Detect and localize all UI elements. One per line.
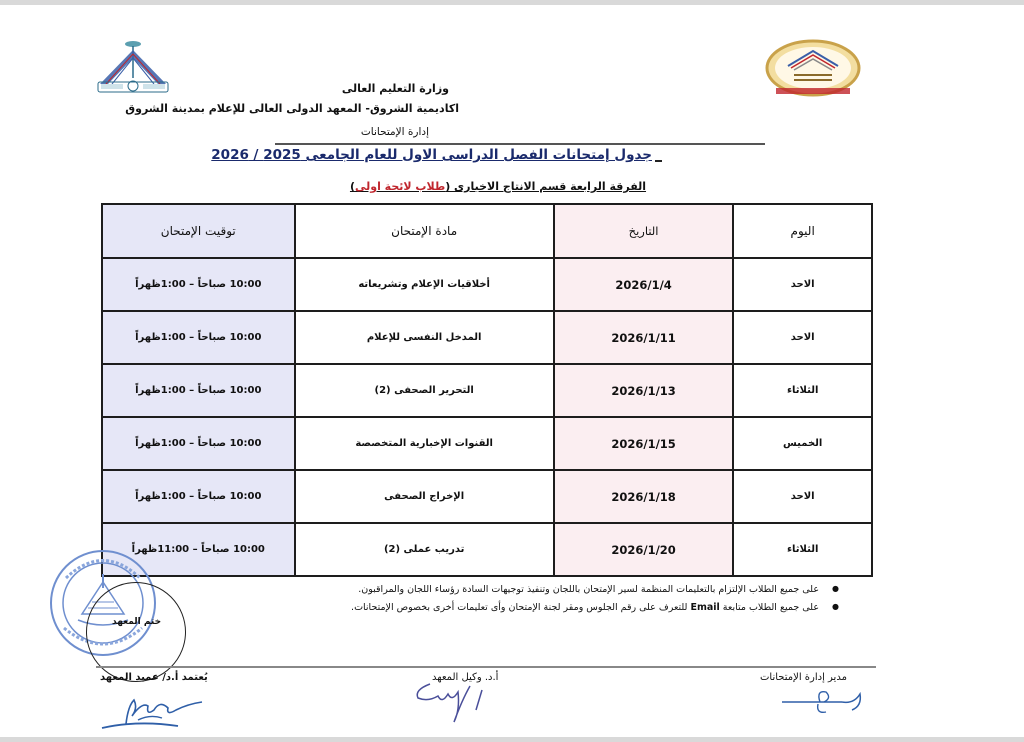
shorouk-academy-logo <box>758 38 868 106</box>
table-row <box>102 311 872 364</box>
cell-subject: التحرير الصحفى (2) <box>295 364 554 417</box>
table-row <box>102 523 872 576</box>
cell-time: 10:00 صباحاً – 1:00ظهراً <box>102 258 295 311</box>
table-row <box>102 417 872 470</box>
cell-day: الثلاثاء <box>733 523 872 576</box>
instructions-list <box>351 584 839 620</box>
instruction-prefix: على جميع الطلاب متابعة <box>719 602 819 613</box>
dean-signature <box>98 688 208 734</box>
vice-dean-signature-label: أ.د. وكيل المعهد <box>432 672 499 683</box>
institute-logo <box>88 38 178 96</box>
cell-subject: تدريب عملى (2) <box>295 523 554 576</box>
instruction-email: Email <box>690 602 720 613</box>
instruction-text: على جميع الطلاب الإلتزام بالتعليمات المنظمة لسير الإمتحان باللجان وتنفيذ توجيهات السادة رؤساء اللجان والمراقبون. <box>358 584 819 595</box>
academy-name: اكاديمية الشروق- المعهد الدولى العالى للإعلام بمدينة الشروق <box>125 102 459 115</box>
instruction-item <box>351 602 839 613</box>
cell-day: الخميس <box>733 417 872 470</box>
header-divider <box>275 143 765 145</box>
table-header-row <box>102 204 872 258</box>
exams-manager-signature <box>780 686 870 718</box>
cell-subject: المدخل النفسى للإعلام <box>295 311 554 364</box>
header-date: التاريخ <box>554 204 734 258</box>
instruction-item <box>351 584 839 595</box>
scan-top-edge <box>0 0 1024 5</box>
exam-schedule-table <box>101 203 873 577</box>
header-time: توقيت الإمتحان <box>102 204 295 258</box>
vice-dean-signature <box>408 680 498 726</box>
page-subtitle <box>348 180 648 193</box>
cell-date: 2026/1/13 <box>554 364 734 417</box>
dean-signature-label: يُعتمد أ.د/ عميد المعهد <box>100 672 208 683</box>
cell-date: 2026/1/11 <box>554 311 734 364</box>
table-row <box>102 258 872 311</box>
cell-day: الاحد <box>733 470 872 523</box>
cell-date: 2026/1/20 <box>554 523 734 576</box>
department-name: إدارة الإمتحانات <box>360 126 429 138</box>
cell-day: الاحد <box>733 311 872 364</box>
title-dash <box>655 160 662 162</box>
header-day: اليوم <box>733 204 872 258</box>
subtitle-suffix: ) <box>349 180 355 193</box>
subtitle-highlight: طلاب لائحة اولى <box>354 180 446 193</box>
header-subject: مادة الإمتحان <box>295 204 554 258</box>
cell-time: 10:00 صباحاً – 1:00ظهراً <box>102 470 295 523</box>
instruction-suffix: للتعرف على رقم الجلوس ومقر لجنة الإمتحان وأى تعليمات أخرى بخصوص الإمتحانات. <box>351 602 691 613</box>
signature-divider <box>96 666 876 668</box>
cell-time: 10:00 صباحاً – 11:00ظهراً <box>102 523 295 576</box>
cell-time: 10:00 صباحاً – 1:00ظهراً <box>102 364 295 417</box>
cell-subject: أخلاقيات الإعلام وتشريعاته <box>295 258 554 311</box>
cell-day: الثلاثاء <box>733 364 872 417</box>
table-row <box>102 470 872 523</box>
cell-day: الاحد <box>733 258 872 311</box>
exams-manager-signature-label: مدير إدارة الإمتحانات <box>760 672 847 683</box>
table-row <box>102 364 872 417</box>
stamp-label: ختم المعهد <box>112 617 162 627</box>
cell-time: 10:00 صباحاً – 1:00ظهراً <box>102 311 295 364</box>
subtitle-prefix: الفرقة الرابعة قسم الانتاج الاخبارى ( <box>445 180 647 193</box>
page-title: جدول إمتحانات الفصل الدراسى الاول للعام الجامعى 2025 / 2026 <box>211 147 652 163</box>
cell-subject: الإخراج الصحفى <box>295 470 554 523</box>
ministry-name: وزارة التعليم العالى <box>341 82 449 95</box>
cell-time: 10:00 صباحاً – 1:00ظهراً <box>102 417 295 470</box>
cell-subject: القنوات الإخبارية المتخصصة <box>295 417 554 470</box>
cell-date: 2026/1/4 <box>554 258 734 311</box>
cell-date: 2026/1/15 <box>554 417 734 470</box>
scan-bottom-edge <box>0 737 1024 742</box>
cell-date: 2026/1/18 <box>554 470 734 523</box>
